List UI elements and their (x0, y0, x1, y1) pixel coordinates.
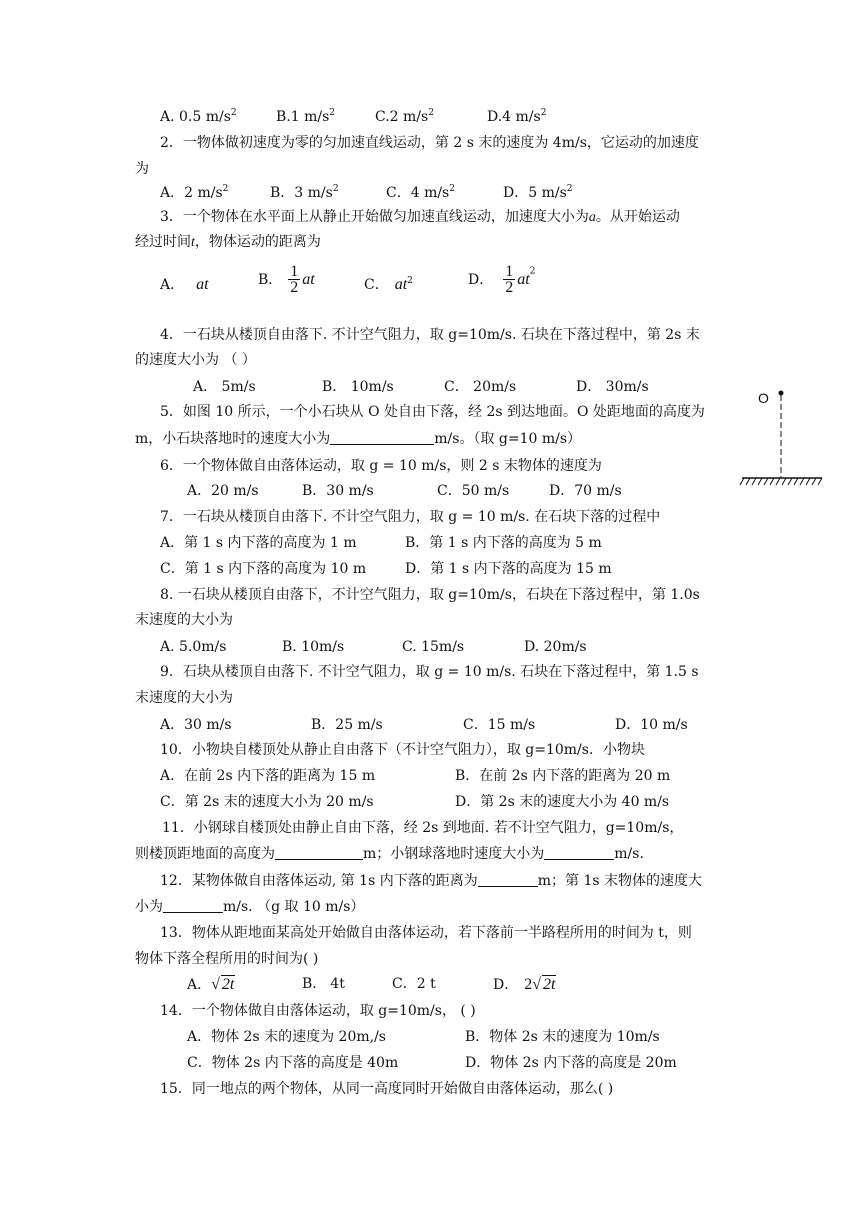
q9-option-d: D．10 m/s (615, 717, 688, 733)
q11-text-line2: 则楼顶距地面的高度为 m；小钢球落地时速度大小为 m/s. (135, 846, 644, 862)
q3-option-b: B． $\frac{1}{2}$ at (258, 263, 315, 296)
q3-text-line1: 3．一个物体在水平面上从静止开始做匀加速直线运动，加速度大小为a。从开始运动 (160, 209, 680, 225)
q13-option-a: A．√ 2t (187, 976, 235, 993)
q2-option-d: D．5 $m/s^2$ (503, 184, 573, 201)
q6-option-b: B．30 m/s (302, 483, 374, 499)
q11-height-blank[interactable] (275, 845, 363, 860)
q13-option-d: D． 2√ 2t (493, 976, 556, 993)
q12-distance-blank[interactable] (478, 872, 538, 887)
q5-answer-blank[interactable] (330, 430, 434, 445)
q1-option-d: D.4 $m/s^2$ (487, 108, 547, 125)
q14-option-a: A．物体 2s 末的速度为 20m,/s (187, 1029, 386, 1045)
q14-option-b: B．物体 2s 末的速度为 10m/s (465, 1029, 660, 1045)
q8-option-b: B. 10m/s (282, 639, 345, 655)
q12-text-line1: 12．某物体做自由落体运动, 第 1s 内下落的距离为 m；第 1s 末物体的速度大 (160, 873, 702, 889)
q12-text-line2: 小为 m/s. （g 取 10 m/s） (135, 899, 365, 915)
q10-option-b: B．在前 2s 内下落的距离为 20 m (455, 768, 671, 784)
q13-text-line2: 物体下落全程所用的时间为( ) (135, 951, 319, 967)
drop-point-o (779, 391, 784, 396)
q2-option-c: C．4 $m/s^2$ (386, 184, 455, 201)
ground-hatching (740, 478, 822, 485)
q3-option-c: C． $at^2$ (364, 276, 413, 293)
q14-option-c: C．物体 2s 内下落的高度是 40m (187, 1055, 399, 1071)
q6-option-a: A．20 m/s (187, 483, 259, 499)
q9-option-b: B．25 m/s (311, 717, 383, 733)
q3-option-a: A． at (160, 276, 209, 293)
q5-text-line1: 5．如图 10 所示，一个小石块从 O 处自由下落，经 2s 到达地面。O 处距地面的高度为 (160, 404, 705, 420)
q1-option-c: C.2 $m/s^2$ (375, 108, 434, 125)
q14-text-line1: 14．一个物体做自由落体运动，取 g=10m/s， ( ) (160, 1003, 476, 1019)
q7-option-a: A．第 1 s 内下落的高度为 1 m (160, 535, 357, 551)
q3-option-d: D． $\frac{1}{2}$ $at^2$ (468, 263, 536, 296)
q14-option-d: D．物体 2s 内下落的高度是 20m (465, 1055, 677, 1071)
q2-text-line2: 为 (135, 161, 149, 177)
q4-text-line2: 的速度大小为 （ ） (135, 352, 256, 368)
q9-text-line1: 9．石块从楼顶自由落下. 不计空气阻力，取 g = 10 m/s. 石块在下落过程中，第 1.5 s (160, 664, 699, 680)
q7-text-line1: 7．一石块从楼顶自由落下. 不计空气阻力，取 g = 10 m/s. 在石块下落的过程中 (160, 509, 661, 525)
q11-text-line1: 11．小钢球自楼顶处由静止自由下落，经 2s 到地面. 若不计空气阻力，g=10m/s， (162, 820, 684, 836)
q3-d-fraction: $\frac{1}{2}$ (505, 263, 514, 296)
q4-option-d: D． 30m/s (576, 379, 649, 395)
q4-option-c: C． 20m/s (444, 379, 517, 395)
q5-text-line2: m，小石块落地时的速度大小为 m/s。（取 g=10 m/s） (135, 431, 582, 447)
q3-b-fraction: $\frac{1}{2}$ (290, 263, 299, 296)
q8-option-c: C. 15m/s (402, 639, 465, 655)
q2-option-b: B．3 $m/s^2$ (270, 184, 339, 201)
q1-option-a: A. 0.5 $m/s^2$ (160, 108, 237, 125)
q9-option-c: C．15 m/s (463, 717, 536, 733)
q13-option-b: B． 4t (302, 976, 345, 992)
free-fall-figure (738, 386, 828, 496)
q4-option-a: A． 5m/s (193, 379, 256, 395)
q8-option-a: A. 5.0m/s (160, 639, 227, 655)
q15-text-line1: 15．同一地点的两个物体，从同一高度同时开始做自由落体运动，那么( ) (160, 1081, 614, 1097)
q6-text-line1: 6．一个物体做自由落体运动，取 g = 10 m/s，则 2 s 末物体的速度为 (160, 458, 602, 474)
q7-option-d: D．第 1 s 内下落的高度为 15 m (405, 561, 612, 577)
q8-option-d: D. 20m/s (524, 639, 587, 655)
q8-text-line2: 末速度的大小为 (135, 612, 233, 628)
q11-speed-blank[interactable] (544, 845, 614, 860)
q10-option-a: A．在前 2s 内下落的距离为 15 m (160, 768, 376, 784)
q2-text-line1: 2．一物体做初速度为零的匀加速直线运动，第 2 s 末的速度为 4m/s，它运动的加速度 (160, 135, 699, 151)
q9-option-a: A．30 m/s (160, 717, 232, 733)
q10-option-d: D．第 2s 末的速度大小为 40 m/s (455, 794, 670, 810)
figure-label-o: O (758, 390, 769, 406)
q10-option-c: C．第 2s 末的速度大小为 20 m/s (160, 794, 374, 810)
q12-speed-blank[interactable] (163, 898, 223, 913)
q7-option-b: B．第 1 s 内下落的高度为 5 m (405, 535, 602, 551)
q4-option-b: B． 10m/s (322, 379, 394, 395)
q6-option-d: D．70 m/s (549, 483, 622, 499)
q4-text-line1: 4．一石块从楼顶自由落下. 不计空气阻力，取 g=10m/s. 石块在下落过程中，第 2s 末 (160, 327, 700, 343)
q3-text-line2: 经过时间t，物体运动的距离为 (135, 234, 321, 250)
q7-option-c: C．第 1 s 内下落的高度为 10 m (160, 561, 367, 577)
q2-option-a: A．2 $m/s^2$ (160, 184, 229, 201)
q8-text-line1: 8. 一石块从楼顶自由落下，不计空气阻力，取 g=10m/s，石块在下落过程中，第 1.0s (160, 587, 700, 603)
q1-option-b: B.1 $m/s^2$ (276, 108, 336, 125)
q6-option-c: C．50 m/s (437, 483, 510, 499)
q13-text-line1: 13．物体从距地面某高处开始做自由落体运动，若下落前一半路程所用的时间为 t，则 (160, 925, 692, 941)
q13-option-c: C．2 t (392, 976, 436, 992)
q9-text-line2: 末速度的大小为 (135, 690, 233, 706)
q10-text-line1: 10．小物块自楼顶处从静止自由落下（不计空气阻力），取 g=10m/s．小物块 (160, 742, 645, 758)
